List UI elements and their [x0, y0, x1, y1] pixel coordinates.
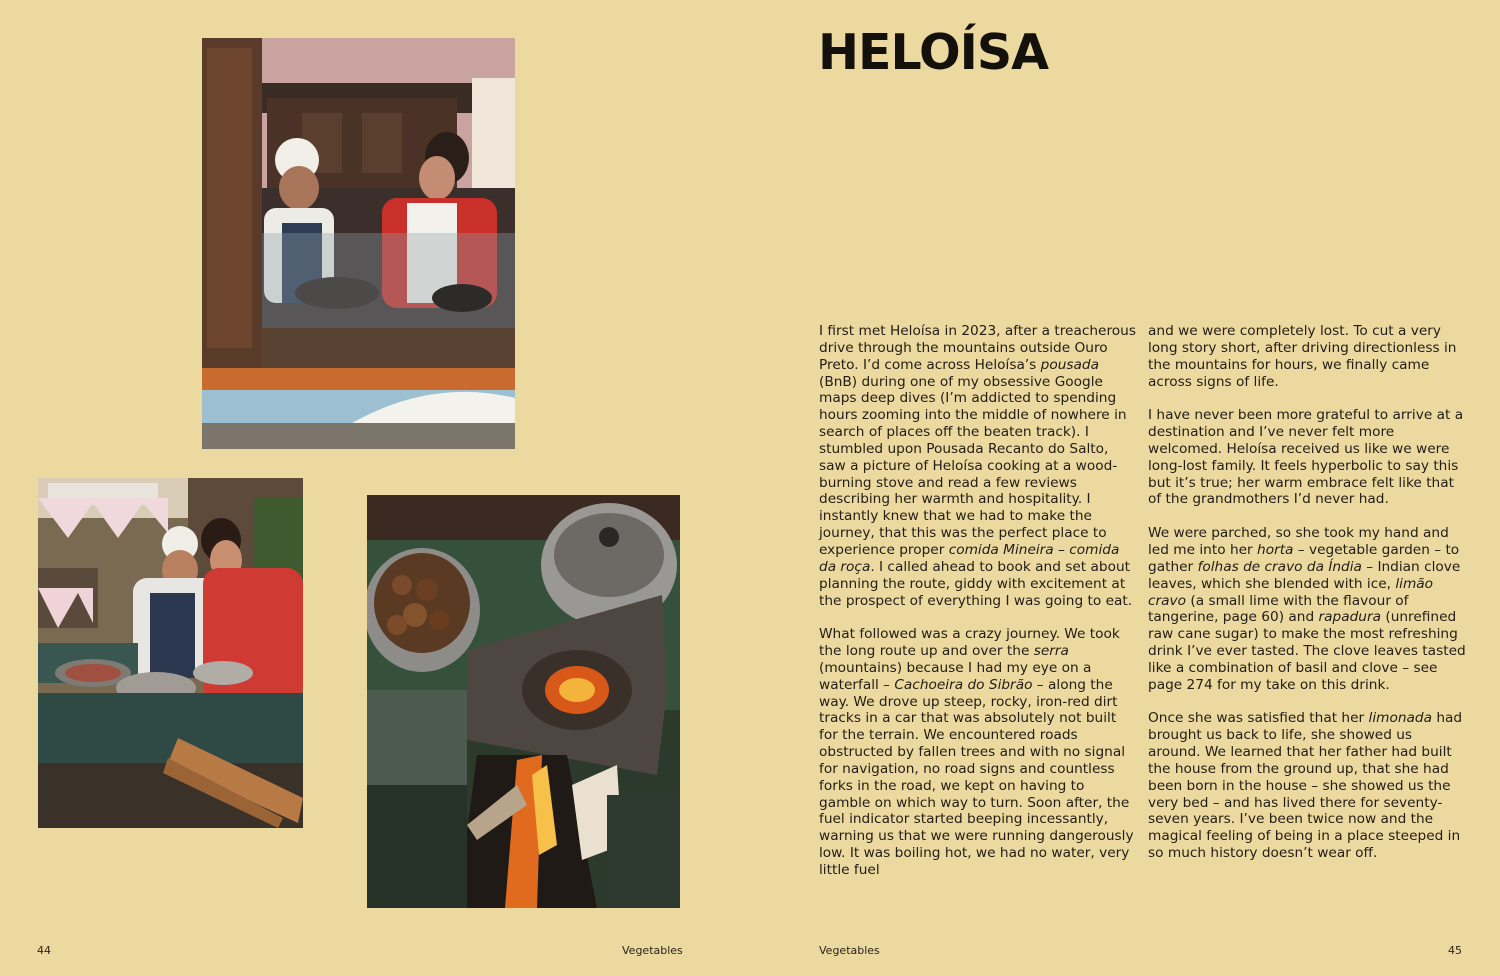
paragraph: We were parched, so she took my hand and led me into her horta – vegetable garden – to gather folhas de cravo da Índia – Indian clove leaves, which she blended with ice, limão cravo (a small lime with the flavour of tangerine, page 60) and rapadura (unrefined raw cane sugar) to make the most refreshing drink I’ve ever tasted. The clove leaves tasted like a combination of basil and clove – see page 274 for my take on this drink.: [1148, 525, 1466, 693]
photo-kitchen: [202, 38, 515, 449]
article-column-right: [1148, 323, 1466, 879]
section-label-right: Vegetables: [819, 944, 880, 957]
photo-wood-burning-stove-icon: [367, 495, 680, 908]
paragraph: Once she was satisfied that her limonada had brought us back to life, she showed us around. We learned that her father had built the house from the ground up, that she had been born in the house – she showed us the very bed – and has lived there for seventy-seven years. I’ve been twice now and the magical feeling of being in a place steeped in so much history doesn’t wear off.: [1148, 710, 1463, 862]
paragraph: I first met Heloísa in 2023, after a treacherous drive through the mountains outside Ouro Preto. I’d come across Heloísa’s pousada (BnB) during one of my obsessive Google maps deep dives (I’m addicted to spending hours zooming into the middle of nowhere in search of places off the beaten track). I stumbled upon Pousada Recanto do Salto, saw a picture of Heloísa cooking at a wood-burning stove and read a few reviews describing her warmth and hospitality. I instantly knew that we had to make the journey, that this was the perfect place to experience proper comida Mineira – comida da roça. I called ahead to book and set about planning the route, giddy with excitement at the prospect of everything I was going to eat.: [819, 323, 1136, 609]
paragraph: What followed was a crazy journey. We took the long route up and over the serra (mountains) because I had my eye on a waterfall – Cachoeira do Sibrão – along the way. We drove up steep, rocky, iron-red dirt tracks in a car that was absolutely not built for the terrain. We encountered roads obstructed by fallen trees and with no signal for navigation, no road signs and countless forks in the road, we kept on having to gamble on which way to turn. Soon after, the fuel indicator started beeping incessantly, warning us that we were running dangerously low. It was boiling hot, we had no water, very little fuel: [819, 626, 1134, 878]
section-label-left: Vegetables: [622, 944, 683, 957]
page-number-left: 44: [37, 944, 51, 957]
page-title: HELOÍSA: [818, 24, 1049, 81]
photo-cooking: [38, 478, 303, 828]
photo-stove: [367, 495, 680, 908]
paragraph: I have never been more grateful to arrive at a destination and I’ve never felt more welcomed. Heloísa received us like we were long-lost family. It feels hyperbolic to say this but it’s true; her warm embrace felt like that of the grandmothers I’d never had.: [1148, 407, 1464, 508]
photo-two-women-in-kitchen-icon: [202, 38, 515, 449]
article-column-left: [819, 323, 1137, 896]
page-number-right: 45: [1448, 944, 1462, 957]
paragraph: and we were completely lost. To cut a very long story short, after driving directionless in the mountains for hours, we finally came across signs of life.: [1148, 323, 1457, 390]
photo-women-cooking-at-stove-icon: [38, 478, 303, 828]
